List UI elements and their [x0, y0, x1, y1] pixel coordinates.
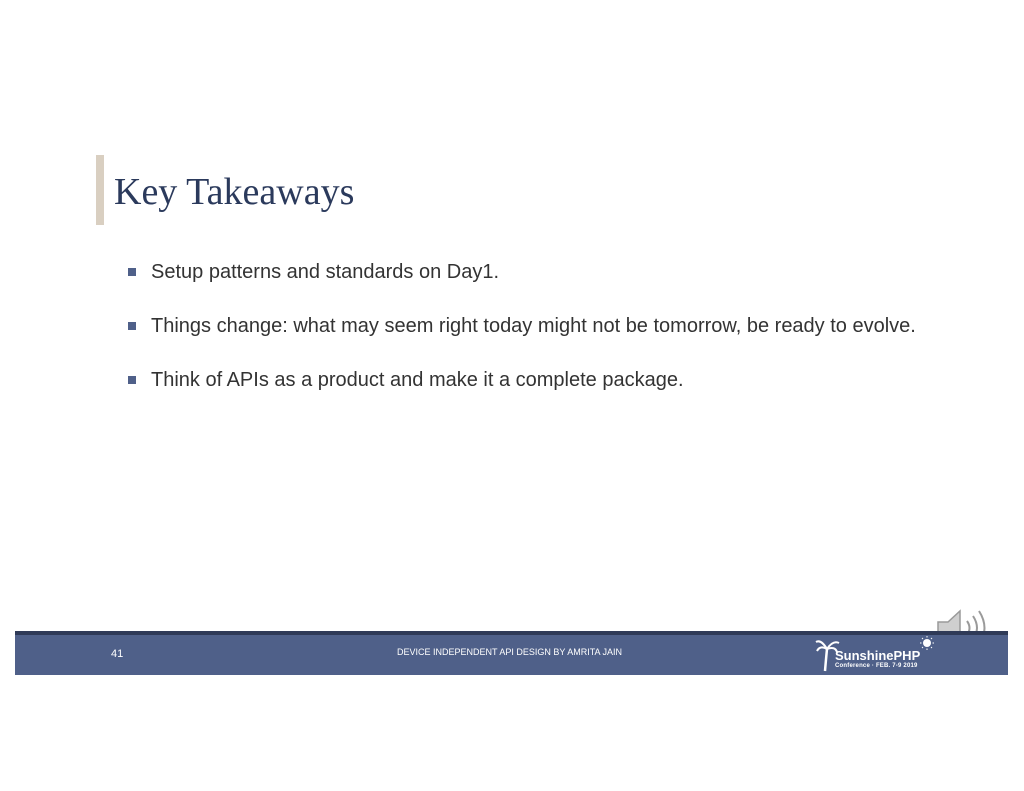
footer-text: DEVICE INDEPENDENT API DESIGN BY AMRITA JAIN	[397, 647, 623, 657]
square-bullet-icon	[128, 322, 136, 330]
bullet-item	[128, 250, 928, 294]
logo-name: SunshinePHP	[835, 648, 921, 663]
bullet-item	[128, 304, 928, 348]
bullet-item	[128, 358, 928, 402]
slide-title: Key Takeaways	[114, 171, 355, 213]
bullet-text: Things change: what may seem right today might not be tomorrow, be ready to evolve.	[151, 315, 916, 337]
logo-subtitle: Conference · FEB. 7-9 2019	[835, 663, 918, 669]
square-bullet-icon	[128, 268, 136, 276]
square-bullet-icon	[128, 376, 136, 384]
bullet-list	[128, 250, 928, 412]
title-accent-bar	[96, 155, 104, 225]
slide-footer	[15, 635, 1008, 675]
conference-logo	[815, 635, 945, 675]
page-number: 41	[111, 648, 124, 660]
bullet-text: Think of APIs as a product and make it a complete package.	[151, 369, 684, 391]
bullet-text: Setup patterns and standards on Day1.	[151, 261, 500, 283]
